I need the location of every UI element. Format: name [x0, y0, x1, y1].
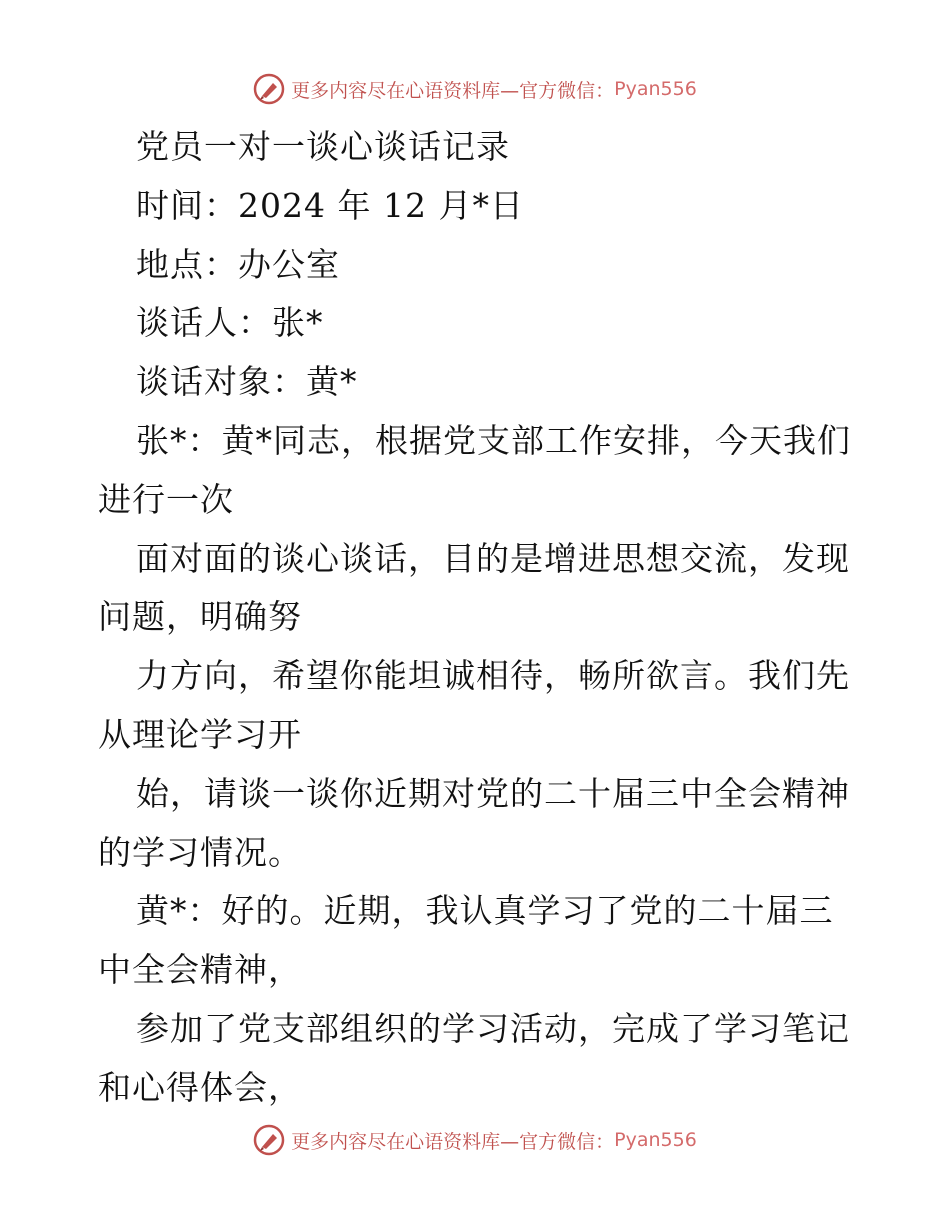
text-line: 从理论学习开	[98, 714, 302, 754]
text-line: 中全会精神，	[98, 950, 302, 990]
pen-nib-logo-icon	[253, 73, 285, 105]
text-line: 张*：黄*同志，根据党支部工作安排，今天我们	[136, 420, 851, 460]
text-line: 始，请谈一谈你近期对党的二十届三中全会精神	[136, 773, 850, 813]
header-watermark-banner	[0, 72, 950, 106]
banner-text: 更多内容尽在心语资料库—官方微信：	[291, 1130, 615, 1153]
banner-text: 更多内容尽在心语资料库—官方微信：	[291, 79, 615, 102]
banner-wechat-id: Pyan556	[614, 1129, 697, 1151]
text-line: 力方向，希望你能坦诚相待，畅所欲言。我们先	[136, 656, 850, 696]
document-title: 党员一对一谈心谈话记录	[136, 127, 510, 166]
meeting-place: 地点：办公室	[136, 244, 340, 284]
text-line: 黄*：好的。近期，我认真学习了党的二十届三	[136, 891, 834, 931]
text-line: 参加了党支部组织的学习活动，完成了学习笔记	[136, 1008, 850, 1048]
banner-wechat-id: Pyan556	[614, 78, 697, 100]
text-line: 问题，明确努	[98, 597, 302, 637]
meeting-time: 时间：2024 年 12 月*日	[136, 185, 524, 225]
document-body	[98, 118, 858, 1118]
interviewee: 谈话对象：黄*	[136, 362, 358, 402]
text-line: 进行一次	[98, 479, 234, 519]
footer-watermark-banner	[0, 1123, 950, 1157]
text-line: 面对面的谈心谈话，目的是增进思想交流，发现	[136, 538, 850, 578]
pen-nib-logo-icon	[253, 1124, 285, 1156]
text-line: 的学习情况。	[98, 832, 302, 872]
interviewer: 谈话人：张*	[136, 303, 324, 343]
text-line: 和心得体会，	[98, 1067, 302, 1107]
